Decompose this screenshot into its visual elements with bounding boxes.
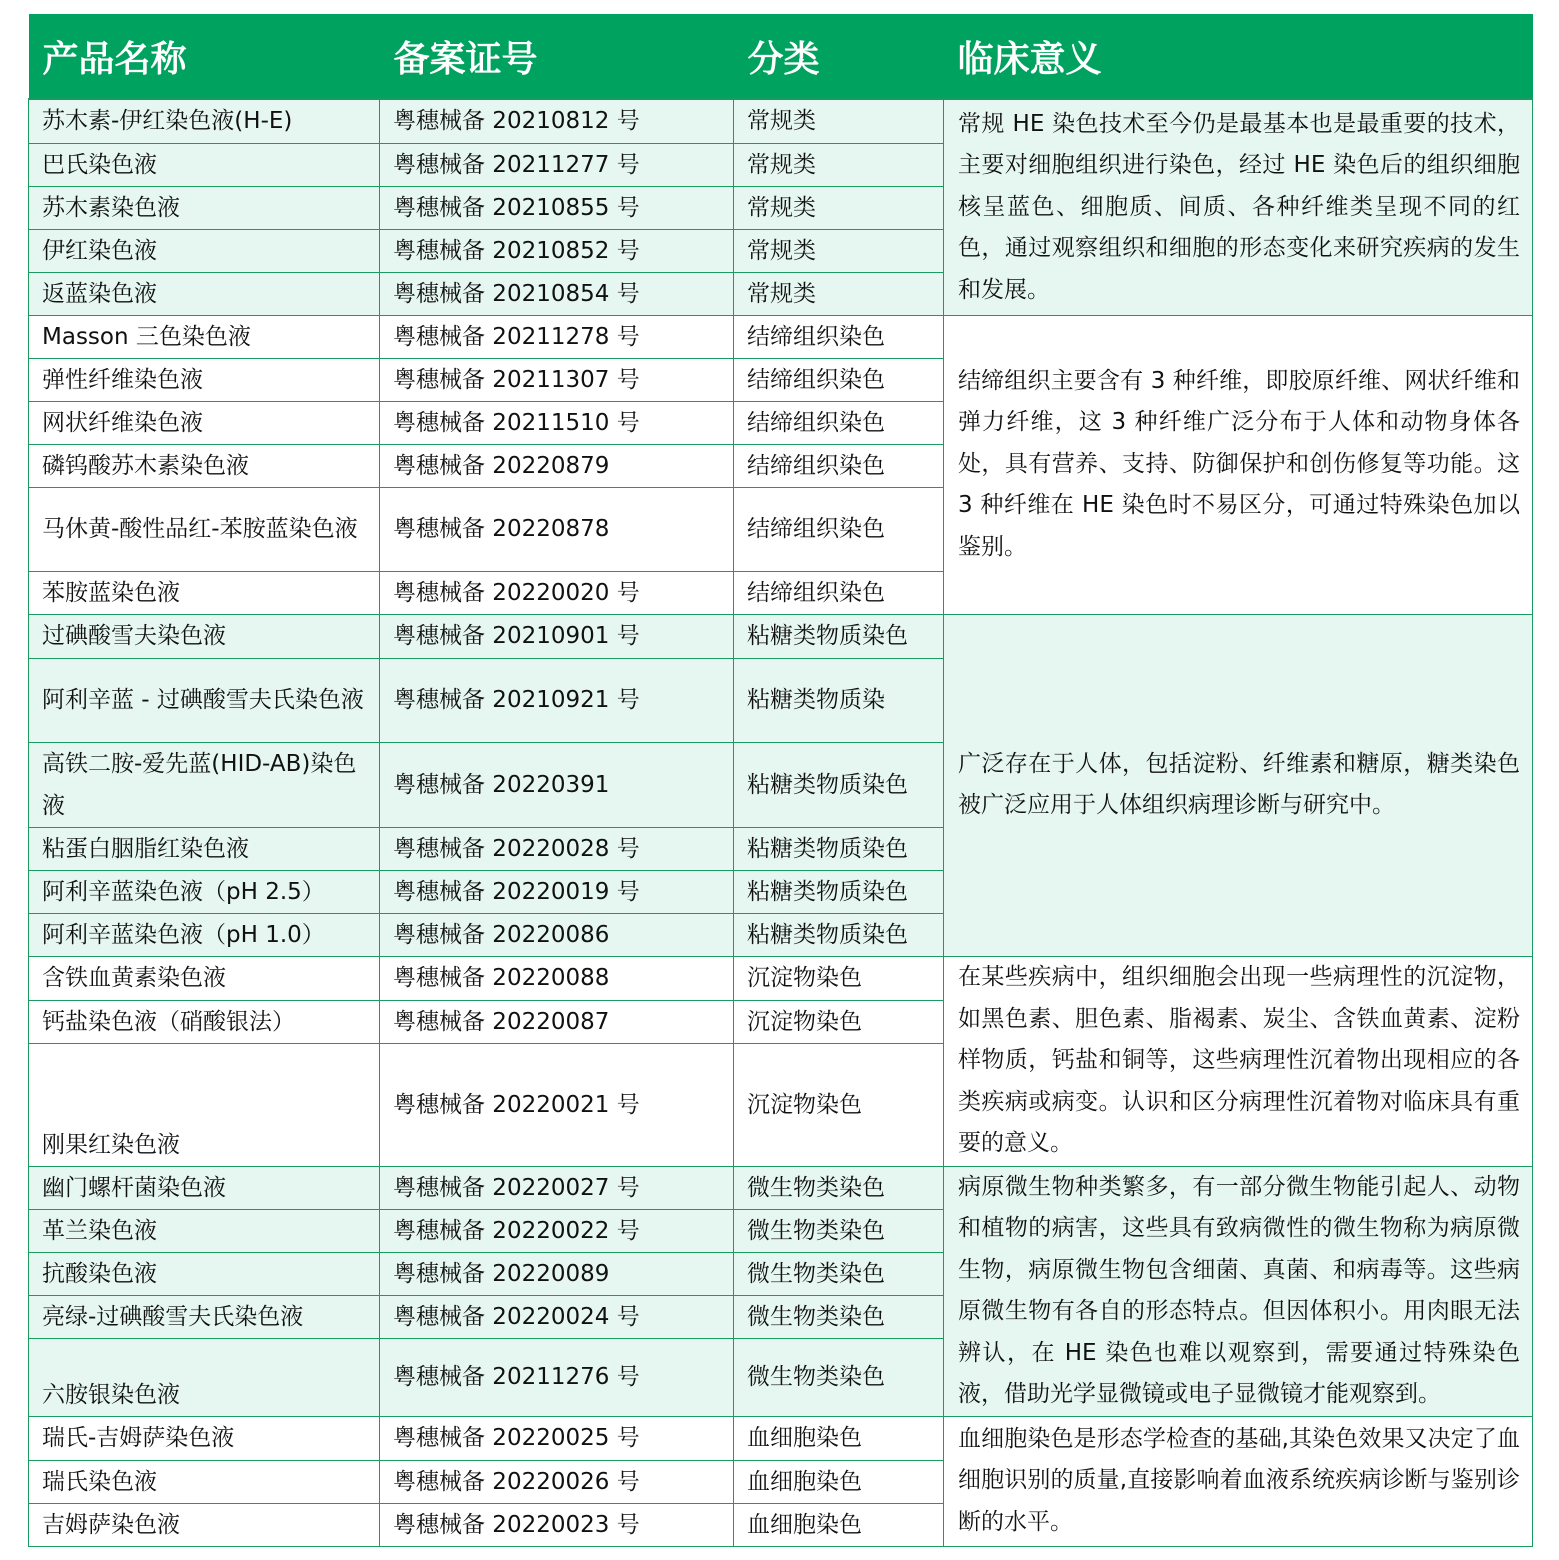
registration-no-cell: 粤穗械备 20220026 号 bbox=[380, 1460, 734, 1503]
clinical-significance-cell: 血细胞染色是形态学检查的基础,其染色效果又决定了血细胞识别的质量,直接影响着血液系统疾病诊断与鉴别诊断的水平。 bbox=[944, 1416, 1533, 1546]
category-cell: 常规类 bbox=[734, 99, 944, 143]
registration-no-cell: 粤穗械备 20210854 号 bbox=[380, 272, 734, 315]
category-cell: 粘糖类物质染色 bbox=[734, 870, 944, 913]
category-cell: 微生物类染色 bbox=[734, 1295, 944, 1338]
category-cell: 微生物类染色 bbox=[734, 1338, 944, 1416]
category-cell: 沉淀物染色 bbox=[734, 1000, 944, 1043]
category-cell: 沉淀物染色 bbox=[734, 956, 944, 1000]
clinical-significance-cell: 常规 HE 染色技术至今仍是最基本也是最重要的技术，主要对细胞组织进行染色，经过 HE 染色后的组织细胞核呈蓝色、细胞质、间质、各种纤维类呈现不同的红色，通过观察组织和细胞的形态变化来研究疾病的发生和发展。 bbox=[944, 99, 1533, 315]
category-cell: 微生物类染色 bbox=[734, 1252, 944, 1295]
header-row bbox=[29, 14, 1533, 99]
product-name-cell: 阿利辛蓝 - 过碘酸雪夫氏染色液 bbox=[29, 658, 380, 742]
header-product-name: 产品名称 bbox=[29, 14, 380, 99]
category-cell: 血细胞染色 bbox=[734, 1416, 944, 1460]
product-name-cell: Masson 三色染色液 bbox=[29, 315, 380, 358]
registration-no-cell: 粤穗械备 20211278 号 bbox=[380, 315, 734, 358]
registration-no-cell: 粤穗械备 20210852 号 bbox=[380, 229, 734, 272]
header-clinical-significance: 临床意义 bbox=[944, 14, 1533, 99]
registration-no-cell: 粤穗械备 20211277 号 bbox=[380, 143, 734, 186]
category-cell: 粘糖类物质染色 bbox=[734, 614, 944, 658]
registration-no-cell: 粤穗械备 20220024 号 bbox=[380, 1295, 734, 1338]
clinical-significance-cell: 在某些疾病中，组织细胞会出现一些病理性的沉淀物，如黑色素、胆色素、脂褐素、炭尘、含铁血黄素、淀粉样物质，钙盐和铜等，这些病理性沉着物出现相应的各类疾病或病变。认识和区分病理性沉着物对临床具有重要的意义。 bbox=[944, 956, 1533, 1166]
product-name-cell: 高铁二胺-爱先蓝(HID-AB)染色液 bbox=[29, 742, 380, 827]
table-row bbox=[29, 956, 1533, 1000]
product-name-cell: 伊红染色液 bbox=[29, 229, 380, 272]
registration-no-cell: 粤穗械备 20220023 号 bbox=[380, 1503, 734, 1546]
category-cell: 常规类 bbox=[734, 143, 944, 186]
product-name-cell: 网状纤维染色液 bbox=[29, 401, 380, 444]
product-name-cell: 苏木素-伊红染色液(H-E) bbox=[29, 99, 380, 143]
table-row bbox=[29, 1416, 1533, 1460]
table-row bbox=[29, 1166, 1533, 1209]
header-registration-no: 备案证号 bbox=[380, 14, 734, 99]
category-cell: 结缔组织染色 bbox=[734, 358, 944, 401]
product-name-cell: 苯胺蓝染色液 bbox=[29, 571, 380, 614]
registration-no-cell: 粤穗械备 20210921 号 bbox=[380, 658, 734, 742]
product-name-cell: 弹性纤维染色液 bbox=[29, 358, 380, 401]
category-cell: 常规类 bbox=[734, 272, 944, 315]
registration-no-cell: 粤穗械备 20211510 号 bbox=[380, 401, 734, 444]
registration-no-cell: 粤穗械备 20211307 号 bbox=[380, 358, 734, 401]
table-row bbox=[29, 99, 1533, 143]
registration-no-cell: 粤穗械备 20220020 号 bbox=[380, 571, 734, 614]
category-cell: 血细胞染色 bbox=[734, 1503, 944, 1546]
product-name-cell: 马休黄-酸性品红-苯胺蓝染色液 bbox=[29, 487, 380, 571]
product-name-cell: 返蓝染色液 bbox=[29, 272, 380, 315]
product-name-cell: 钙盐染色液（硝酸银法） bbox=[29, 1000, 380, 1043]
registration-no-cell: 粤穗械备 20220086 bbox=[380, 913, 734, 956]
registration-no-cell: 粤穗械备 20210901 号 bbox=[380, 614, 734, 658]
category-cell: 结缔组织染色 bbox=[734, 444, 944, 487]
product-table bbox=[28, 14, 1533, 1547]
table-body bbox=[29, 99, 1533, 1546]
registration-no-cell: 粤穗械备 20220878 bbox=[380, 487, 734, 571]
registration-no-cell: 粤穗械备 20220087 bbox=[380, 1000, 734, 1043]
product-name-cell: 阿利辛蓝染色液（pH 1.0） bbox=[29, 913, 380, 956]
product-name-cell: 阿利辛蓝染色液（pH 2.5） bbox=[29, 870, 380, 913]
registration-no-cell: 粤穗械备 20220027 号 bbox=[380, 1166, 734, 1209]
product-name-cell: 亮绿-过碘酸雪夫氏染色液 bbox=[29, 1295, 380, 1338]
clinical-significance-cell: 病原微生物种类繁多，有一部分微生物能引起人、动物和植物的病害，这些具有致病微性的微生物称为病原微生物，病原微生物包含细菌、真菌、和病毒等。这些病原微生物有各自的形态特点。但因体积小。用肉眼无法辨认，在 HE 染色也难以观察到，需要通过特殊染色液，借助光学显微镜或电子显微镜才能观察到。 bbox=[944, 1166, 1533, 1416]
category-cell: 血细胞染色 bbox=[734, 1460, 944, 1503]
category-cell: 结缔组织染色 bbox=[734, 487, 944, 571]
registration-no-cell: 粤穗械备 20210812 号 bbox=[380, 99, 734, 143]
product-name-cell: 粘蛋白胭脂红染色液 bbox=[29, 827, 380, 870]
category-cell: 粘糖类物质染色 bbox=[734, 913, 944, 956]
product-name-cell: 抗酸染色液 bbox=[29, 1252, 380, 1295]
header-category: 分类 bbox=[734, 14, 944, 99]
registration-no-cell: 粤穗械备 20211276 号 bbox=[380, 1338, 734, 1416]
registration-no-cell: 粤穗械备 20220021 号 bbox=[380, 1043, 734, 1166]
category-cell: 沉淀物染色 bbox=[734, 1043, 944, 1166]
product-name-cell: 过碘酸雪夫染色液 bbox=[29, 614, 380, 658]
registration-no-cell: 粤穗械备 20220028 号 bbox=[380, 827, 734, 870]
registration-no-cell: 粤穗械备 20220391 bbox=[380, 742, 734, 827]
registration-no-cell: 粤穗械备 20220025 号 bbox=[380, 1416, 734, 1460]
table-row bbox=[29, 315, 1533, 358]
category-cell: 微生物类染色 bbox=[734, 1166, 944, 1209]
product-name-cell: 瑞氏-吉姆萨染色液 bbox=[29, 1416, 380, 1460]
category-cell: 粘糖类物质染色 bbox=[734, 827, 944, 870]
category-cell: 常规类 bbox=[734, 229, 944, 272]
registration-no-cell: 粤穗械备 20210855 号 bbox=[380, 186, 734, 229]
category-cell: 结缔组织染色 bbox=[734, 401, 944, 444]
registration-no-cell: 粤穗械备 20220019 号 bbox=[380, 870, 734, 913]
product-name-cell: 磷钨酸苏木素染色液 bbox=[29, 444, 380, 487]
registration-no-cell: 粤穗械备 20220879 bbox=[380, 444, 734, 487]
product-name-cell: 六胺银染色液 bbox=[29, 1338, 380, 1416]
registration-no-cell: 粤穗械备 20220089 bbox=[380, 1252, 734, 1295]
table-row bbox=[29, 614, 1533, 658]
clinical-significance-cell: 结缔组织主要含有 3 种纤维，即胶原纤维、网状纤维和弹力纤维，这 3 种纤维广泛分布于人体和动物身体各处，具有营养、支持、防御保护和创伤修复等功能。这 3 种纤维在 HE 染色时不易区分，可通过特殊染色加以鉴别。 bbox=[944, 315, 1533, 614]
category-cell: 常规类 bbox=[734, 186, 944, 229]
category-cell: 微生物类染色 bbox=[734, 1209, 944, 1252]
clinical-significance-cell: 广泛存在于人体，包括淀粉、纤维素和糖原，糖类染色被广泛应用于人体组织病理诊断与研究中。 bbox=[944, 614, 1533, 956]
product-name-cell: 革兰染色液 bbox=[29, 1209, 380, 1252]
category-cell: 粘糖类物质染 bbox=[734, 658, 944, 742]
category-cell: 粘糖类物质染色 bbox=[734, 742, 944, 827]
product-name-cell: 瑞氏染色液 bbox=[29, 1460, 380, 1503]
category-cell: 结缔组织染色 bbox=[734, 571, 944, 614]
product-name-cell: 幽门螺杆菌染色液 bbox=[29, 1166, 380, 1209]
product-name-cell: 吉姆萨染色液 bbox=[29, 1503, 380, 1546]
category-cell: 结缔组织染色 bbox=[734, 315, 944, 358]
registration-no-cell: 粤穗械备 20220022 号 bbox=[380, 1209, 734, 1252]
registration-no-cell: 粤穗械备 20220088 bbox=[380, 956, 734, 1000]
product-name-cell: 巴氏染色液 bbox=[29, 143, 380, 186]
product-name-cell: 苏木素染色液 bbox=[29, 186, 380, 229]
product-name-cell: 刚果红染色液 bbox=[29, 1043, 380, 1166]
product-name-cell: 含铁血黄素染色液 bbox=[29, 956, 380, 1000]
